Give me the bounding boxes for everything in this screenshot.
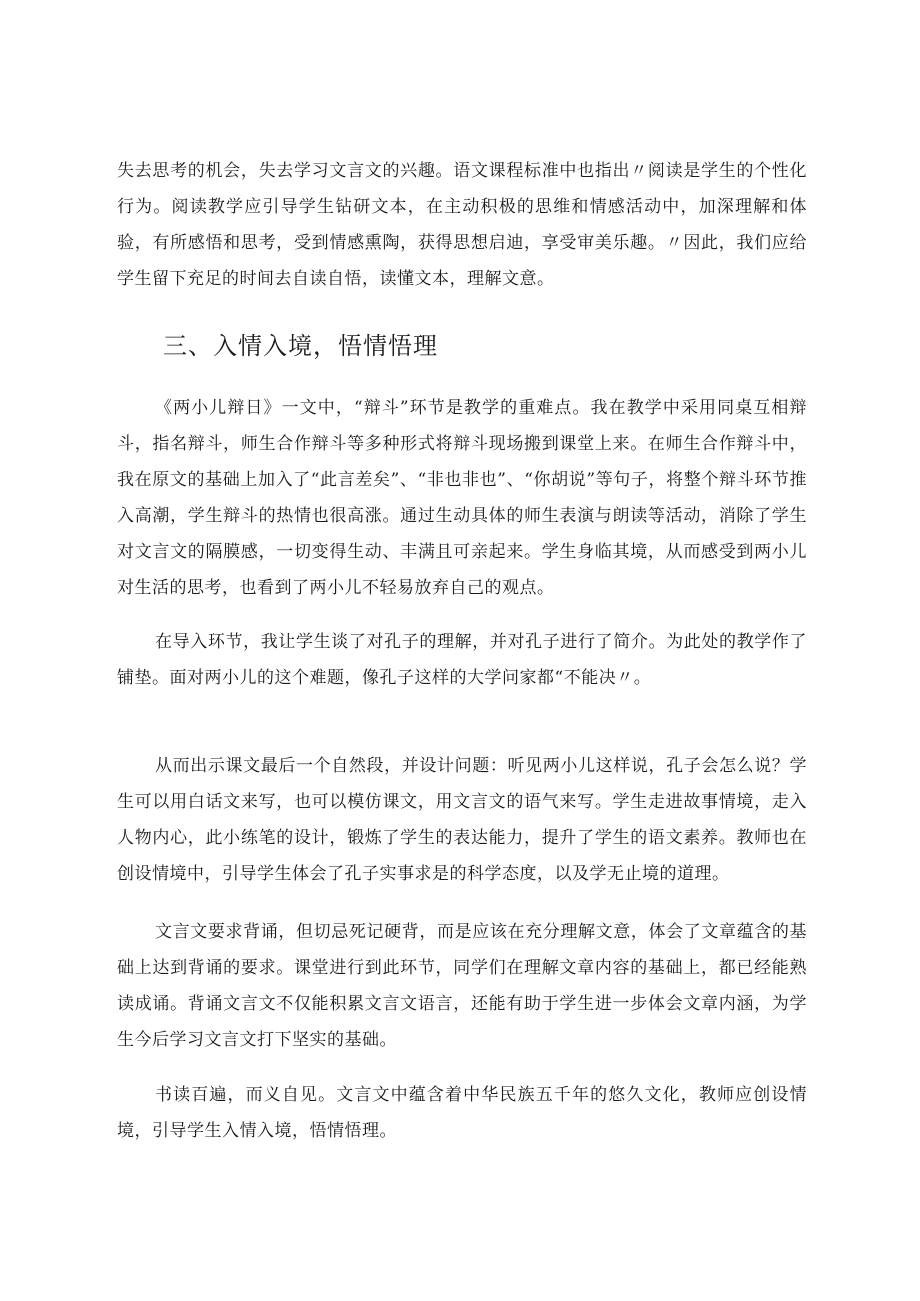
paragraph-debate: 《两小儿辩日》一文中，“辩斗”环节是教学的重难点。我在教学中采用同桌互相辩斗，指名辩斗，师生合作辩斗等多种形式将辩斗现场搬到课堂上来。在师生合作辩斗中，我在原文的基础上加入了“此言差矣”、“非也非也”、“你胡说”等句子，将整个辩斗环节推入高潮，学生辩斗的热情也很高涨。通过生动具体的师生表演与朗读等活动，消除了学生对文言文的隔膜感，一切变得生动、丰满且可亲起来。学生身临其境，从而感受到两小儿对生活的思考，也看到了两小儿不轻易放弃自己的观点。: [117, 398, 807, 598]
paragraph-writing-exercise: 从而出示课文最后一个自然段，并设计问题：听见两小儿这样说，孔子会怎么说？学生可以用白话文来写，也可以模仿课文，用文言文的语气来写。学生走进故事情境，走入人物内心，此小练笔的设计，锻炼了学生的表达能力，提升了学生的语文素养。教师也在创设情境中，引导学生体会了孔子实事求是的科学态度，以及学无止境的道理。: [117, 756, 807, 884]
paragraph-reading-intro: 失去思考的机会，失去学习文言文的兴趣。语文课程标准中也指出〃阅读是学生的个性化行为。阅读教学应引导学生钻研文本，在主动积极的思维和情感活动中，加深理解和体验，有所感悟和思考，受到情感熏陶，获得思想启迪，享受审美乐趣。〃因此，我们应给学生留下充足的时间去自读自悟，读懂文本，理解文意。: [117, 161, 807, 289]
section-heading: 三、入情入境，悟情悟理: [163, 332, 438, 360]
paragraph-conclusion: 书读百遍，而义自见。文言文中蕴含着中华民族五千年的悠久文化，教师应创设情境，引导学生入情入境，悟情悟理。: [117, 1085, 807, 1141]
paragraph-introduction: 在导入环节，我让学生谈了对孔子的理解，并对孔子进行了简介。为此处的教学作了铺垫。面对两小儿的这个难题，像孔子这样的大学问家都“不能决〃。: [117, 632, 807, 688]
paragraph-recitation: 文言文要求背诵，但切忌死记硬背，而是应该在充分理解文意，体会了文章蕴含的基础上达到背诵的要求。课堂进行到此环节，同学们在理解文章内容的基础上，都已经能熟读成诵。背诵文言文不仅能积累文言文语言，还能有助于学生进一步体会文章内涵，为学生今后学习文言文打下坚实的基础。: [117, 922, 807, 1050]
